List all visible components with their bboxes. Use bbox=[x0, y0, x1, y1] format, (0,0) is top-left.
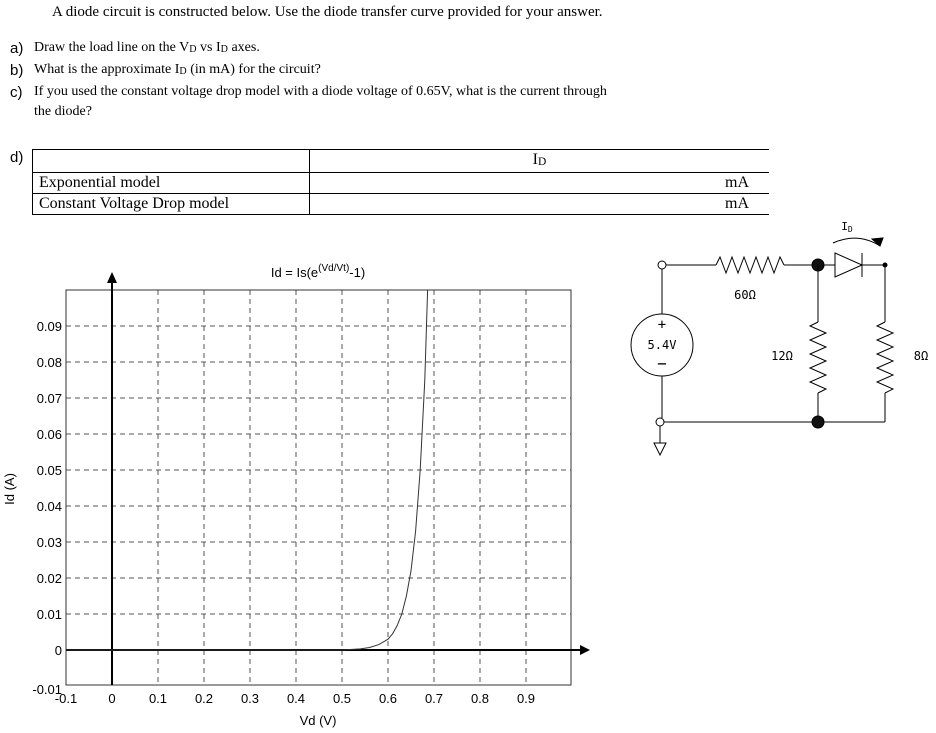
resistor-12-label: 12Ω bbox=[771, 349, 793, 363]
resistor-60-symbol bbox=[716, 257, 784, 273]
ground-icon bbox=[654, 443, 666, 455]
resistor-12-symbol bbox=[810, 322, 826, 393]
question-b-text: What is the approximate ID (in mA) for the circuit? bbox=[34, 62, 321, 77]
diode-symbol bbox=[835, 253, 862, 277]
chart-ticks bbox=[32, 319, 535, 706]
junction-bottom bbox=[812, 416, 824, 428]
resistor-8-symbol bbox=[877, 322, 893, 393]
x-tick-label: 0.8 bbox=[470, 691, 490, 706]
x-tick-label: 0.7 bbox=[424, 691, 444, 706]
terminal-bottom bbox=[656, 418, 664, 426]
source-plus: + bbox=[657, 317, 667, 333]
x-axis-arrow-icon bbox=[580, 645, 590, 655]
plot-frame bbox=[66, 290, 571, 685]
y-axis-label: Id (A) bbox=[2, 473, 17, 505]
x-tick-label: 0.9 bbox=[516, 691, 536, 706]
question-b-label: b) bbox=[10, 62, 24, 79]
chart-grid bbox=[66, 290, 571, 685]
chart-axes bbox=[66, 272, 590, 685]
question-c-text-cont: the diode? bbox=[34, 104, 92, 119]
source-voltage-label: 5.4V bbox=[647, 338, 677, 352]
question-a-text: Draw the load line on the VD vs ID axes. bbox=[34, 40, 260, 55]
y-tick-label: 0.06 bbox=[36, 427, 62, 442]
x-tick-label: 0.6 bbox=[378, 691, 398, 706]
intro-text: A diode circuit is constructed below. Use the diode transfer curve provided for your answer. bbox=[52, 4, 603, 20]
answer-cell-cvd[interactable]: mA bbox=[310, 194, 770, 215]
resistor-60-label: 60Ω bbox=[734, 288, 756, 302]
x-tick-label: -0.1 bbox=[54, 691, 78, 706]
table-header-id: ID bbox=[310, 150, 770, 173]
question-c-text: If you used the constant voltage drop model with a diode voltage of 0.65V, what is the current through bbox=[34, 84, 607, 99]
x-tick-label: 0.1 bbox=[148, 691, 168, 706]
y-tick-label: 0.05 bbox=[36, 463, 62, 478]
y-tick-label: 0.09 bbox=[36, 319, 62, 334]
table-row-model: Exponential model bbox=[33, 173, 310, 194]
y-tick-label: 0.03 bbox=[36, 535, 62, 550]
x-tick-label: 0.3 bbox=[240, 691, 260, 706]
y-tick-label: 0.07 bbox=[36, 391, 62, 406]
question-a-label: a) bbox=[10, 40, 24, 57]
y-axis-arrow-icon bbox=[107, 272, 117, 283]
question-c-label: c) bbox=[10, 84, 23, 101]
x-tick-label: 0.2 bbox=[194, 691, 214, 706]
y-tick-label: 0.08 bbox=[36, 355, 62, 370]
table-row-model: Constant Voltage Drop model bbox=[33, 194, 310, 215]
y-tick-label: -0.01 bbox=[32, 682, 62, 697]
question-d-label: d) bbox=[10, 149, 24, 166]
terminal-top bbox=[658, 261, 666, 269]
y-tick-label: 0.04 bbox=[36, 499, 62, 514]
x-tick-label: 0.4 bbox=[286, 691, 306, 706]
chart-title: $Id = Is(e^{(Vd/Vt)}-1)$ bbox=[270, 263, 366, 280]
x-axis-label: Vd (V) bbox=[299, 713, 337, 728]
y-tick-label: 0.01 bbox=[36, 607, 62, 622]
source-minus: − bbox=[657, 354, 667, 373]
x-tick-label: 0.5 bbox=[332, 691, 352, 706]
current-label: ID bbox=[841, 220, 853, 234]
resistor-8-label: 8Ω bbox=[913, 349, 929, 363]
x-tick-label: 0 bbox=[108, 691, 116, 706]
y-tick-label: 0 bbox=[54, 643, 62, 658]
answer-cell-exponential[interactable]: mA bbox=[310, 173, 770, 194]
y-tick-label: 0.02 bbox=[36, 571, 62, 586]
